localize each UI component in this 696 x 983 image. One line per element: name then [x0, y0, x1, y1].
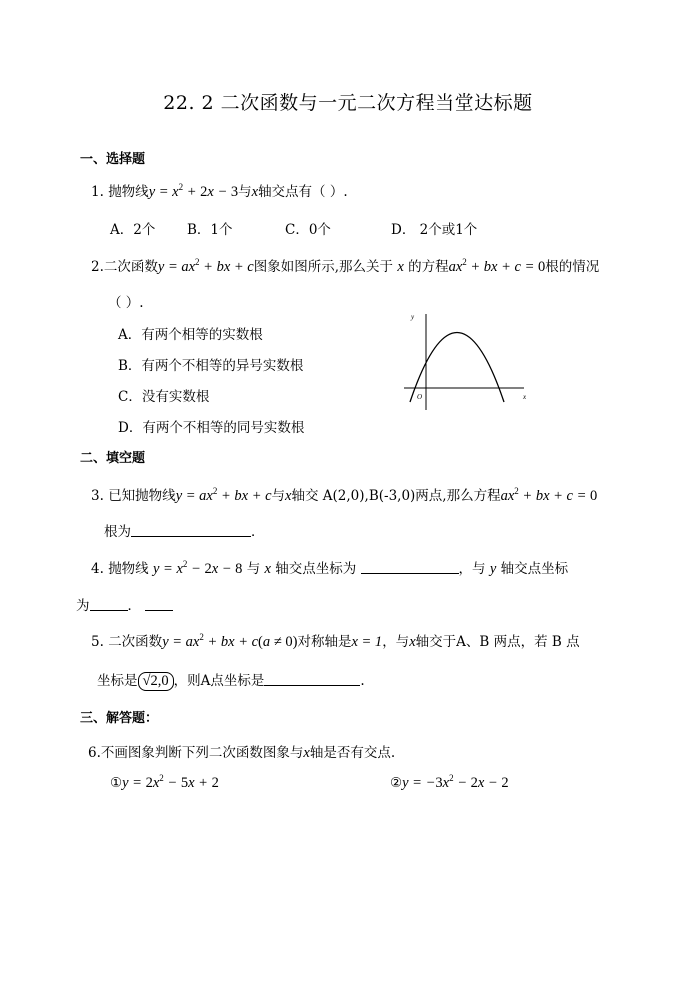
q6-item1-equation: $y = 2x^2 - 5x + 2$	[122, 773, 219, 791]
q3-x: x	[285, 488, 292, 504]
q3-mid: 与	[271, 488, 286, 504]
section-heading-solve: 三、解答题：	[80, 711, 159, 726]
q4-y: y	[489, 561, 497, 577]
q2-option-c: C．没有实数根	[118, 389, 210, 405]
q2-post: 根的情况	[545, 259, 600, 275]
q5-number: 5.	[91, 634, 104, 650]
q4-equation: $y = x^2 - 2x - 8$	[152, 559, 243, 577]
q5-pre: 二次函数	[108, 634, 163, 650]
q2-equation-function: $y = ax^2$ + bx + c	[157, 257, 254, 275]
q6-item1-marker: ①	[110, 775, 123, 791]
q2-pre: 二次函数	[103, 259, 158, 275]
q2-mid2: 的方程	[408, 259, 449, 275]
question-4	[91, 557, 568, 578]
q1-option-a: A．2个	[110, 222, 156, 238]
q1-option-d: D． 2个或1个	[391, 222, 478, 238]
q4-post2: 轴交点坐标	[500, 561, 569, 577]
question-2	[91, 255, 599, 276]
q5-equation: $y = ax^2$ + bx + c(a ≠ 0)	[162, 632, 298, 650]
q4-dot: ．	[127, 598, 141, 614]
question-1	[91, 180, 348, 201]
q5-post2: ，则A点坐标是	[173, 673, 265, 689]
q3-end: ．	[251, 524, 265, 540]
q3-line2	[104, 520, 265, 540]
section-heading-choice: 一、选择题	[80, 152, 146, 167]
q1-x: x	[251, 184, 259, 200]
q1-pre: 抛物线	[108, 184, 149, 200]
q4-x: x	[264, 561, 271, 577]
q3-equation-function: $y = ax^2$ + bx + c	[175, 486, 272, 504]
graph-parabola-curve	[410, 333, 504, 403]
q2-paren: （ ）.	[108, 295, 144, 311]
q5-axis: x = 1	[351, 634, 383, 650]
q2-number: 2.	[91, 259, 104, 275]
page-title: 22. 2 二次函数与一元二次方程当堂达标题	[163, 92, 533, 114]
q4-line2-label: 为	[76, 598, 90, 614]
q6-item-2	[390, 775, 509, 792]
q3-answer-blank[interactable]	[131, 524, 251, 537]
q5-end: .	[360, 673, 365, 689]
q5-line2-label: 坐标是	[97, 673, 138, 689]
q5-mid: 对称轴是	[297, 634, 352, 650]
q1-number: 1.	[91, 184, 104, 200]
q6-item2-marker: ②	[390, 775, 403, 791]
graph-x-label: x	[523, 393, 527, 401]
q4-mid2: ，与	[458, 561, 486, 577]
q5-x: x	[409, 634, 416, 650]
q4-extra-blank[interactable]	[145, 598, 173, 611]
q1-equation: $y = x^2 + 2x - 3$	[148, 182, 239, 200]
q5-line2	[97, 669, 365, 691]
q6-post: 轴是否有交点.	[309, 745, 396, 761]
question-3	[91, 484, 597, 505]
question-5	[91, 630, 580, 651]
q2-option-b: B．有两个不相等的异号实数根	[118, 358, 304, 374]
q5-coordinate: √2,0	[138, 672, 174, 691]
q1-option-c: C．0个	[285, 222, 331, 238]
q5-mid2: ，与	[382, 634, 410, 650]
section-heading-fill: 二、填空题	[80, 451, 146, 466]
q6-item2-equation: $y = -3x^2 - 2x - 2$	[402, 773, 509, 791]
q4-y-intersection-blank[interactable]	[90, 598, 128, 611]
q4-pre: 抛物线	[108, 561, 149, 577]
q2-equation: $ax^2$ + bx + c = 0	[448, 257, 546, 275]
q2-mid1: 图象如图所示,那么关于	[253, 259, 394, 275]
q3-number: 3.	[91, 488, 104, 504]
q2-option-d: D．有两个不相等的同号实数根	[118, 420, 305, 436]
q3-equation: $ax^2$ + bx + c = 0	[500, 486, 598, 504]
q6-text: 6.不画图象判断下列二次函数图象与	[88, 745, 304, 761]
q6-item-1	[110, 775, 219, 792]
graph-origin-label: O	[417, 393, 423, 401]
q4-x-intersection-blank[interactable]	[361, 561, 459, 574]
q3-root-label: 根为	[104, 524, 131, 540]
q4-number: 4.	[91, 561, 104, 577]
q5-post: 轴交于A、B 两点，若 B 点	[415, 634, 580, 650]
q2-x: x	[397, 259, 404, 275]
graph-y-label: y	[411, 313, 415, 321]
q3-pre: 已知抛物线	[108, 488, 176, 504]
q1-post: 轴交点有（ ）.	[258, 184, 348, 200]
q3-post: 轴交 A(2,0),B(-3,0)两点,那么方程	[291, 488, 501, 504]
q4-mid: 与	[246, 561, 261, 577]
q1-option-b: B．1个	[187, 222, 233, 238]
question-6	[88, 741, 395, 762]
q4-post: 轴交点坐标为	[275, 561, 357, 577]
parabola-graph	[396, 312, 536, 412]
q6-x: x	[303, 745, 310, 761]
q5-answer-blank[interactable]	[264, 673, 360, 686]
q1-mid: 与	[238, 184, 252, 200]
q2-option-a: A．有两个相等的实数根	[118, 327, 263, 343]
q4-line2	[76, 594, 173, 614]
